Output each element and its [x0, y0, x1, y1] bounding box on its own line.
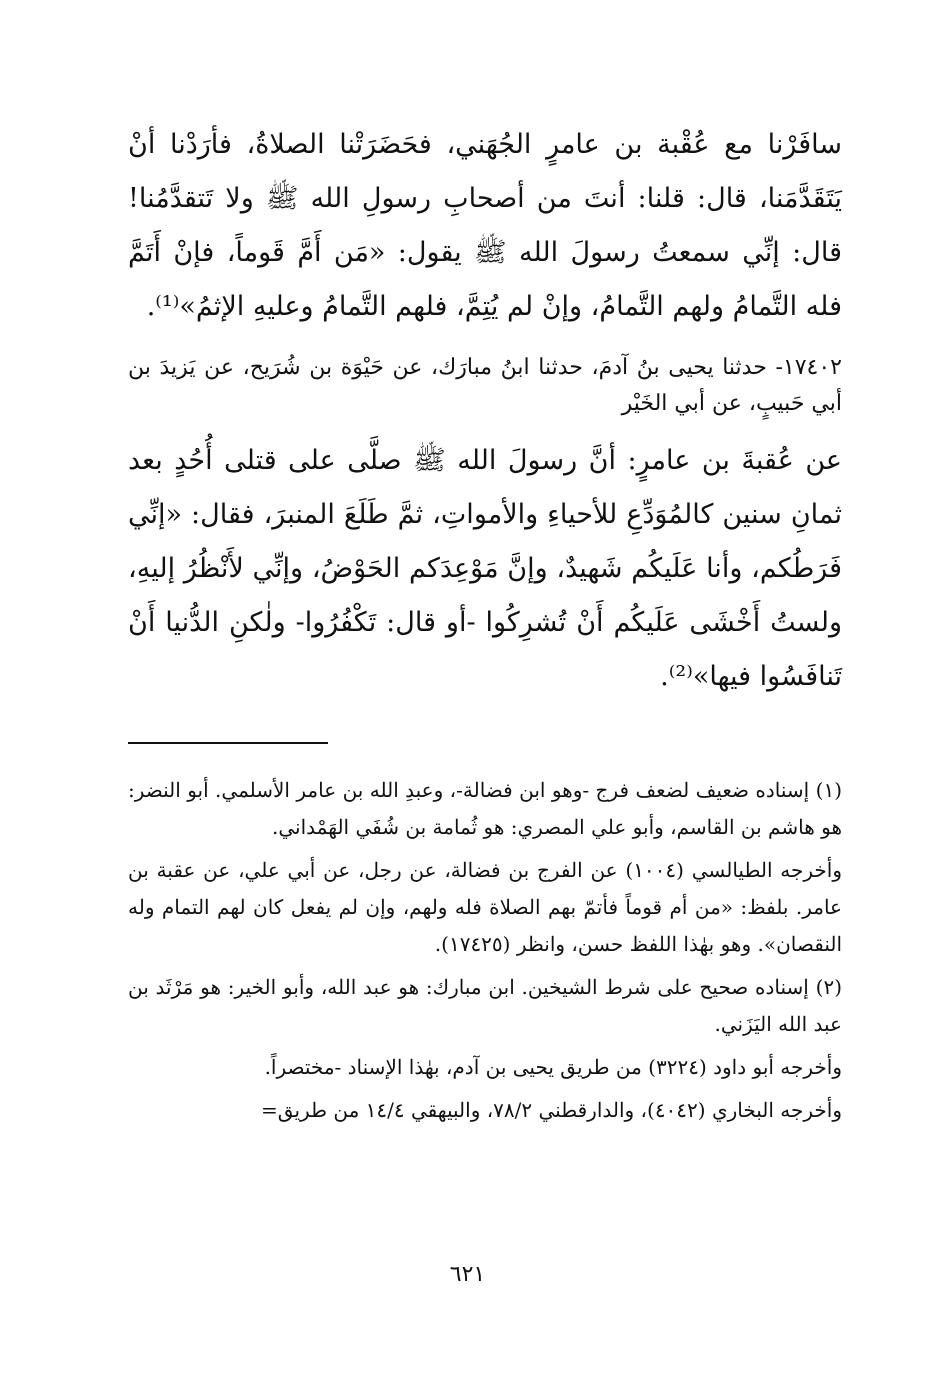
hadith-isnad-header: ١٧٤٠٢- حدثنا يحيى بنُ آدمَ، حدثنا ابنُ مبارَك، عن حَيْوَة بن شُرَيح، عن يَزيدَ بن أبي حَبيبٍ، عن أبي الخَيْر	[128, 355, 842, 416]
footnote-1-part-a: (١) إسناده ضعيف لضعف فرج -وهو ابن فضالة-، وعبدِ الله بن عامر الأسلمي. أبو النضر: هو هاشم بن القاسم، وأبو علي المصري: هو ثُمامة بن شُفَي الهَمْداني.	[128, 778, 843, 839]
footnote-2-part-b: وأخرجه أبو داود (٣٢٢٤) من طريق يحيى بن آدم، بهٰذا الإسناد -مختصراً.	[264, 1055, 842, 1079]
footnote-2-part-c: وأخرجه البخاري (٤٠٤٢)، والدارقطني ٧٨/٢، والبيهقي ١٤/٤ من طريق=	[261, 1098, 842, 1122]
book-page	[128, 118, 842, 1318]
footnote-2-part-a: (٢) إسناده صحيح على شرط الشيخين. ابن مبارك: هو عبد الله، وأبو الخير: هو مَرْثَد بن عبد الله اليَزَني.	[128, 975, 842, 1036]
footnotes-section	[128, 772, 842, 1129]
footnote-1-part-b: وأخرجه الطيالسي (١٠٠٤) عن الفرج بن فضالة، عن رجل، عن أبي علي، عن عقبة بن عامر. بلفظ: «من أم قوماً فأتمّ بهم الصلاة فله ولهم، وإن لم يفعل كان لهم التمام وله النقصان». وهو بهٰذا اللفظ حسن، وانظر (١٧٤٢٥).	[128, 858, 842, 956]
main-paragraph-1: سافَرْنا مع عُقْبة بن عامرٍ الجُهَني، فحَضَرَتْنا الصلاةُ، فأرَدْنا أنْ يَتَقَدَّمَنا، قال: قلنا: أنتَ من أصحابِ رسولِ الله ﷺ ولا تَتقدَّمُنا! قال: إنِّي سمعتُ رسولَ الله ﷺ يقول: «مَن أَمَّ قَوماً، فإنْ أَتَمَّ فله التَّمامُ ولهم التَّمامُ، وإنْ لم يُتِمَّ، فلهم التَّمامُ وعليهِ الإثمُ»⁽¹⁾.	[128, 129, 842, 322]
page-number: ٦٢١	[449, 1262, 486, 1287]
main-paragraph-2: عن عُقبةَ بن عامرٍ: أنَّ رسولَ الله ﷺ صلَّى على قتلى أُحُدٍ بعد ثمانِ سنين كالمُوَدِّعِ للأحياءِ والأمواتِ، ثمَّ طَلَعَ المنبرَ، فقال: «إنِّي فَرَطُكم، وأنا عَلَيكُم شَهيدٌ، وإنَّ مَوْعِدَكم الحَوْضُ، وإنِّي لأَنْظُرُ إليهِ، ولستُ أَخْشَى عَلَيكُم أَنْ تُشرِكُوا -أو قال: تَكْفُرُوا- ولٰكنِ الدُّنيا أَنْ تَنافَسُوا فيها»⁽²⁾.	[128, 445, 842, 692]
footnote-divider	[128, 742, 328, 744]
